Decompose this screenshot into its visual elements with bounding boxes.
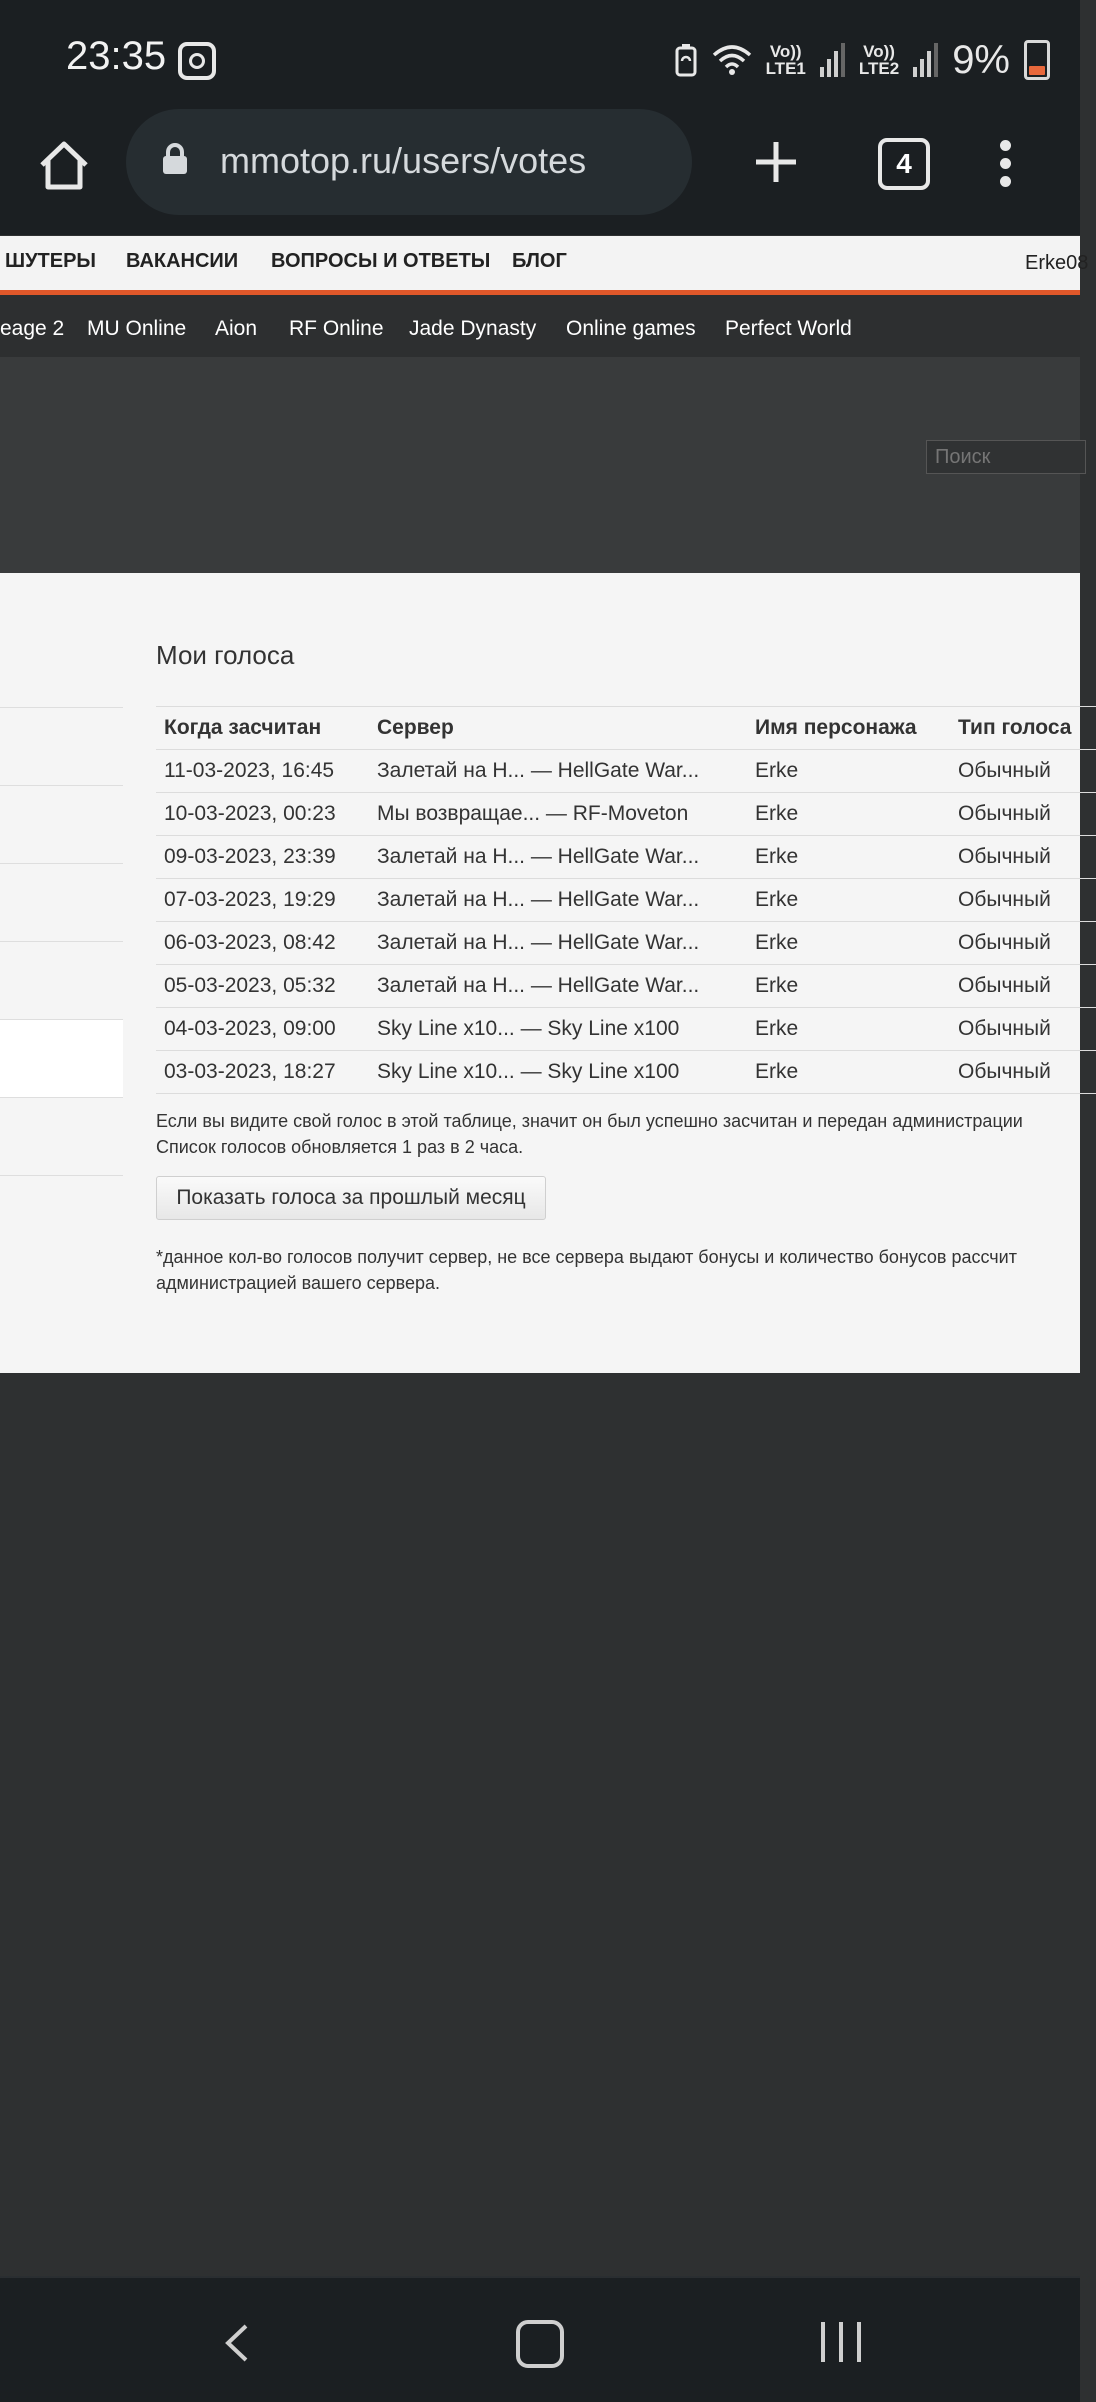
sidebar-item[interactable] [0, 863, 123, 941]
sidebar-item[interactable] [0, 1097, 123, 1176]
column-header: Сервер [369, 707, 747, 750]
cell-date: 03-03-2023, 18:27 [156, 1051, 369, 1094]
more-icon[interactable] [1000, 140, 1012, 188]
lock-icon [160, 143, 190, 175]
table-row [156, 836, 1096, 879]
cell-character: Erke [747, 922, 950, 965]
sim2-label [859, 43, 899, 77]
cell-date: 10-03-2023, 00:23 [156, 793, 369, 836]
game-nav-item[interactable]: MU Online [87, 317, 187, 340]
footnote-line: *данное кол-во голосов получит сервер, не все сервера выдают бонусы и количество бонусов рассчит [156, 1247, 1017, 1267]
cell-vote-type: Обычный [950, 750, 1096, 793]
cell-character: Erke [747, 1051, 950, 1094]
page-title: Мои голоса [156, 640, 295, 670]
user-link[interactable]: Erke08 [1025, 252, 1089, 274]
game-nav-item[interactable]: Jade Dynasty [409, 317, 537, 340]
game-nav-item[interactable]: RF Online [289, 317, 384, 340]
footnote [156, 1244, 1017, 1296]
nav-item-vacancies[interactable]: ВАКАНСИИ [126, 250, 239, 272]
system-nav-bar [0, 2276, 1080, 2402]
sidebar-item[interactable] [0, 707, 123, 785]
cell-server[interactable]: Sky Line x10... — Sky Line x100 [369, 1051, 747, 1094]
site-top-nav [0, 236, 1089, 295]
cell-date: 05-03-2023, 05:32 [156, 965, 369, 1008]
cell-server[interactable]: Залетай на Н... — HellGate War... [369, 922, 747, 965]
table-row [156, 750, 1096, 793]
votes-table [156, 706, 1096, 1094]
signal-icon [820, 43, 845, 77]
column-header: Имя персонажа [747, 707, 950, 750]
battery-icon [1024, 40, 1050, 80]
nav-item-qa[interactable]: ВОПРОСЫ И ОТВЕТЫ [271, 250, 491, 272]
nav-item-blog[interactable]: БЛОГ [512, 250, 567, 272]
sim2-volte: Vo)) [863, 42, 895, 61]
cell-date: 04-03-2023, 09:00 [156, 1008, 369, 1051]
cell-vote-type: Обычный [950, 793, 1096, 836]
sim1-label [766, 43, 806, 77]
cell-character: Erke [747, 836, 950, 879]
cell-character: Erke [747, 965, 950, 1008]
note-line: Список голосов обновляется 1 раз в 2 часа. [156, 1137, 524, 1157]
table-row [156, 1008, 1096, 1051]
game-nav-item[interactable]: eage 2 [0, 317, 65, 340]
cell-server[interactable]: Залетай на Н... — HellGate War... [369, 750, 747, 793]
cell-server[interactable]: Мы возвращае... — RF-Moveton [369, 793, 747, 836]
wifi-icon [712, 43, 752, 77]
votes-note [156, 1108, 1023, 1160]
table-header-row [156, 707, 1096, 750]
cell-vote-type: Обычный [950, 879, 1096, 922]
cell-server[interactable]: Залетай на Н... — HellGate War... [369, 836, 747, 879]
home-icon[interactable] [36, 137, 92, 193]
status-time: 23:35 [66, 34, 167, 78]
cell-character: Erke [747, 879, 950, 922]
column-header: Тип голоса [950, 707, 1096, 750]
table-row [156, 879, 1096, 922]
cell-date: 11-03-2023, 16:45 [156, 750, 369, 793]
sim2-network: LTE2 [858, 59, 900, 78]
sidebar-item[interactable] [0, 785, 123, 863]
cell-server[interactable]: Залетай на Н... — HellGate War... [369, 879, 747, 922]
table-row [156, 1051, 1096, 1094]
cell-server[interactable]: Залетай на Н... — HellGate War... [369, 965, 747, 1008]
sim1-volte: Vo)) [769, 42, 802, 61]
game-nav [0, 295, 1080, 359]
tabs-icon[interactable]: 4 [878, 138, 930, 190]
column-header: Когда засчитан [156, 707, 369, 750]
table-row [156, 965, 1096, 1008]
cell-vote-type: Обычный [950, 965, 1096, 1008]
cell-server[interactable]: Sky Line x10... — Sky Line x100 [369, 1008, 747, 1051]
cell-character: Erke [747, 750, 950, 793]
cell-vote-type: Обычный [950, 1051, 1096, 1094]
game-nav-item[interactable]: Online games [566, 317, 696, 340]
sidebar-item-active[interactable] [0, 1019, 123, 1097]
table-row [156, 793, 1096, 836]
plus-icon[interactable] [752, 138, 800, 186]
cell-date: 06-03-2023, 08:42 [156, 922, 369, 965]
cell-date: 09-03-2023, 23:39 [156, 836, 369, 879]
show-previous-month-button[interactable]: Показать голоса за прошлый месяц [156, 1176, 546, 1220]
back-icon[interactable] [222, 2323, 252, 2363]
home-nav-icon[interactable] [516, 2320, 564, 2368]
footnote-line: администрацией вашего сервера. [156, 1273, 441, 1293]
battery-percent: 9% [952, 37, 1010, 82]
status-bar [0, 0, 1080, 120]
table-row [156, 922, 1096, 965]
recent-apps-icon[interactable] [821, 2322, 861, 2362]
cell-vote-type: Обычный [950, 1008, 1096, 1051]
sim1-network: LTE1 [765, 59, 806, 78]
game-nav-item[interactable]: Perfect World [725, 317, 852, 340]
instagram-icon [178, 42, 216, 80]
nav-item-shooters[interactable]: ШУТЕРЫ [5, 250, 97, 272]
cell-character: Erke [747, 793, 950, 836]
url-text[interactable]: mmotop.ru/users/votes [220, 140, 587, 181]
site-header [0, 357, 1080, 573]
battery-saver-icon [674, 43, 698, 77]
note-line: Если вы видите свой голос в этой таблице, значит он был успешно засчитан и передан администрации [156, 1111, 1023, 1131]
status-icons [674, 36, 1050, 84]
game-nav-item[interactable]: Aion [215, 317, 258, 340]
cell-date: 07-03-2023, 19:29 [156, 879, 369, 922]
signal-icon [913, 43, 938, 77]
cell-vote-type: Обычный [950, 922, 1096, 965]
sidebar-item[interactable] [0, 941, 123, 1019]
cell-vote-type: Обычный [950, 836, 1096, 879]
search-input[interactable] [926, 440, 1086, 474]
cell-character: Erke [747, 1008, 950, 1051]
